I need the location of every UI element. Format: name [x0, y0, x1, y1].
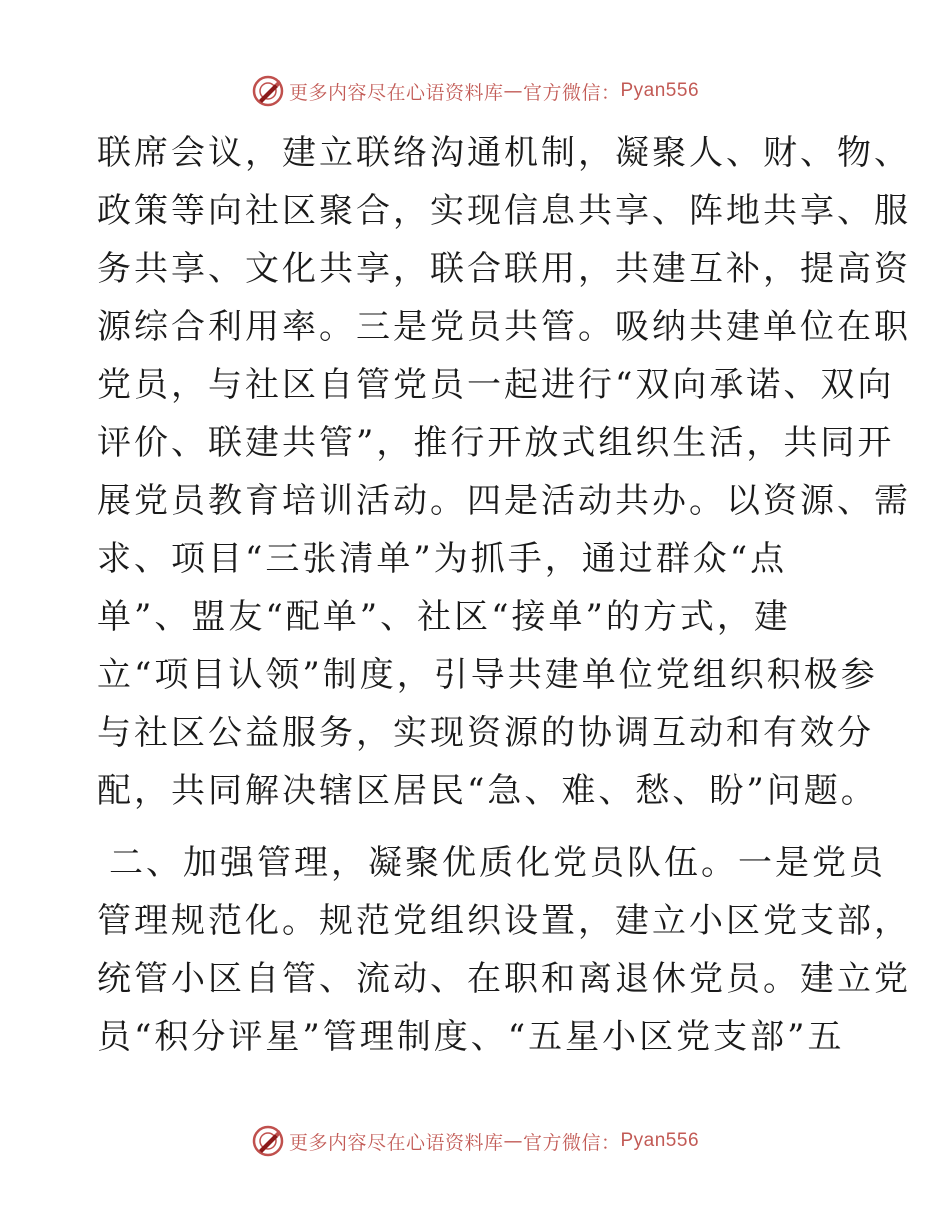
- watermark-text: 更多内容尽在心语资料库: [288, 1131, 504, 1154]
- watermark-contact-id: Pyan556: [620, 1130, 700, 1151]
- watermark-separator: —: [503, 1130, 523, 1152]
- text-line: 员“积分评星”管理制度、“五星小区党支部”五: [97, 1017, 845, 1057]
- watermark-contact-id: Pyan556: [620, 80, 700, 101]
- section-heading-line: 二、加强管理，凝聚优质化党员队伍。一是党员: [109, 843, 886, 883]
- text-line: 源综合利用率。三是党员共管。吸纳共建单位在职: [97, 307, 911, 347]
- text-line: 立“项目认领”制度，引导共建单位党组织积极参: [97, 655, 878, 695]
- text-line: 管理规范化。规范党组织设置，建立小区党支部，: [97, 901, 911, 941]
- text-line: 政策等向社区聚合，实现信息共享、阵地共享、服: [97, 191, 911, 231]
- watermark-contact-label: 官方微信：: [522, 1131, 621, 1154]
- paragraph-2: [97, 834, 911, 1066]
- document-body: [97, 124, 911, 1066]
- text-line: 单”、盟友“配单”、社区“接单”的方式，建: [97, 597, 791, 637]
- paragraph-spacer: [97, 820, 857, 834]
- watermark-contact-label: 官方微信：: [522, 81, 621, 104]
- text-line: 求、项目“三张清单”为抓手，通过群众“点: [97, 539, 788, 579]
- text-line: 联席会议，建立联络沟通机制，凝聚人、财、物、: [97, 133, 911, 173]
- header-watermark: [0, 71, 950, 111]
- brand-logo-icon: [251, 1124, 285, 1158]
- paragraph-1: [97, 124, 911, 820]
- watermark-text: 更多内容尽在心语资料库: [288, 81, 504, 104]
- text-line: 统管小区自管、流动、在职和离退休党员。建立党: [97, 959, 911, 999]
- text-line: 党员，与社区自管党员一起进行“双向承诺、双向: [97, 365, 895, 405]
- text-line: 配，共同解决辖区居民“急、难、愁、盼”问题。: [97, 771, 878, 811]
- text-line: 与社区公益服务，实现资源的协调互动和有效分: [97, 713, 874, 753]
- text-line: 务共享、文化共享，联合联用，共建互补，提高资: [97, 249, 911, 289]
- text-line: 展党员教育培训活动。四是活动共办。以资源、需: [97, 481, 911, 521]
- footer-watermark: [0, 1121, 950, 1161]
- text-line: 评价、联建共管”，推行开放式组织生活，共同开: [97, 423, 895, 463]
- watermark-separator: —: [503, 80, 523, 102]
- brand-logo-icon: [251, 74, 285, 108]
